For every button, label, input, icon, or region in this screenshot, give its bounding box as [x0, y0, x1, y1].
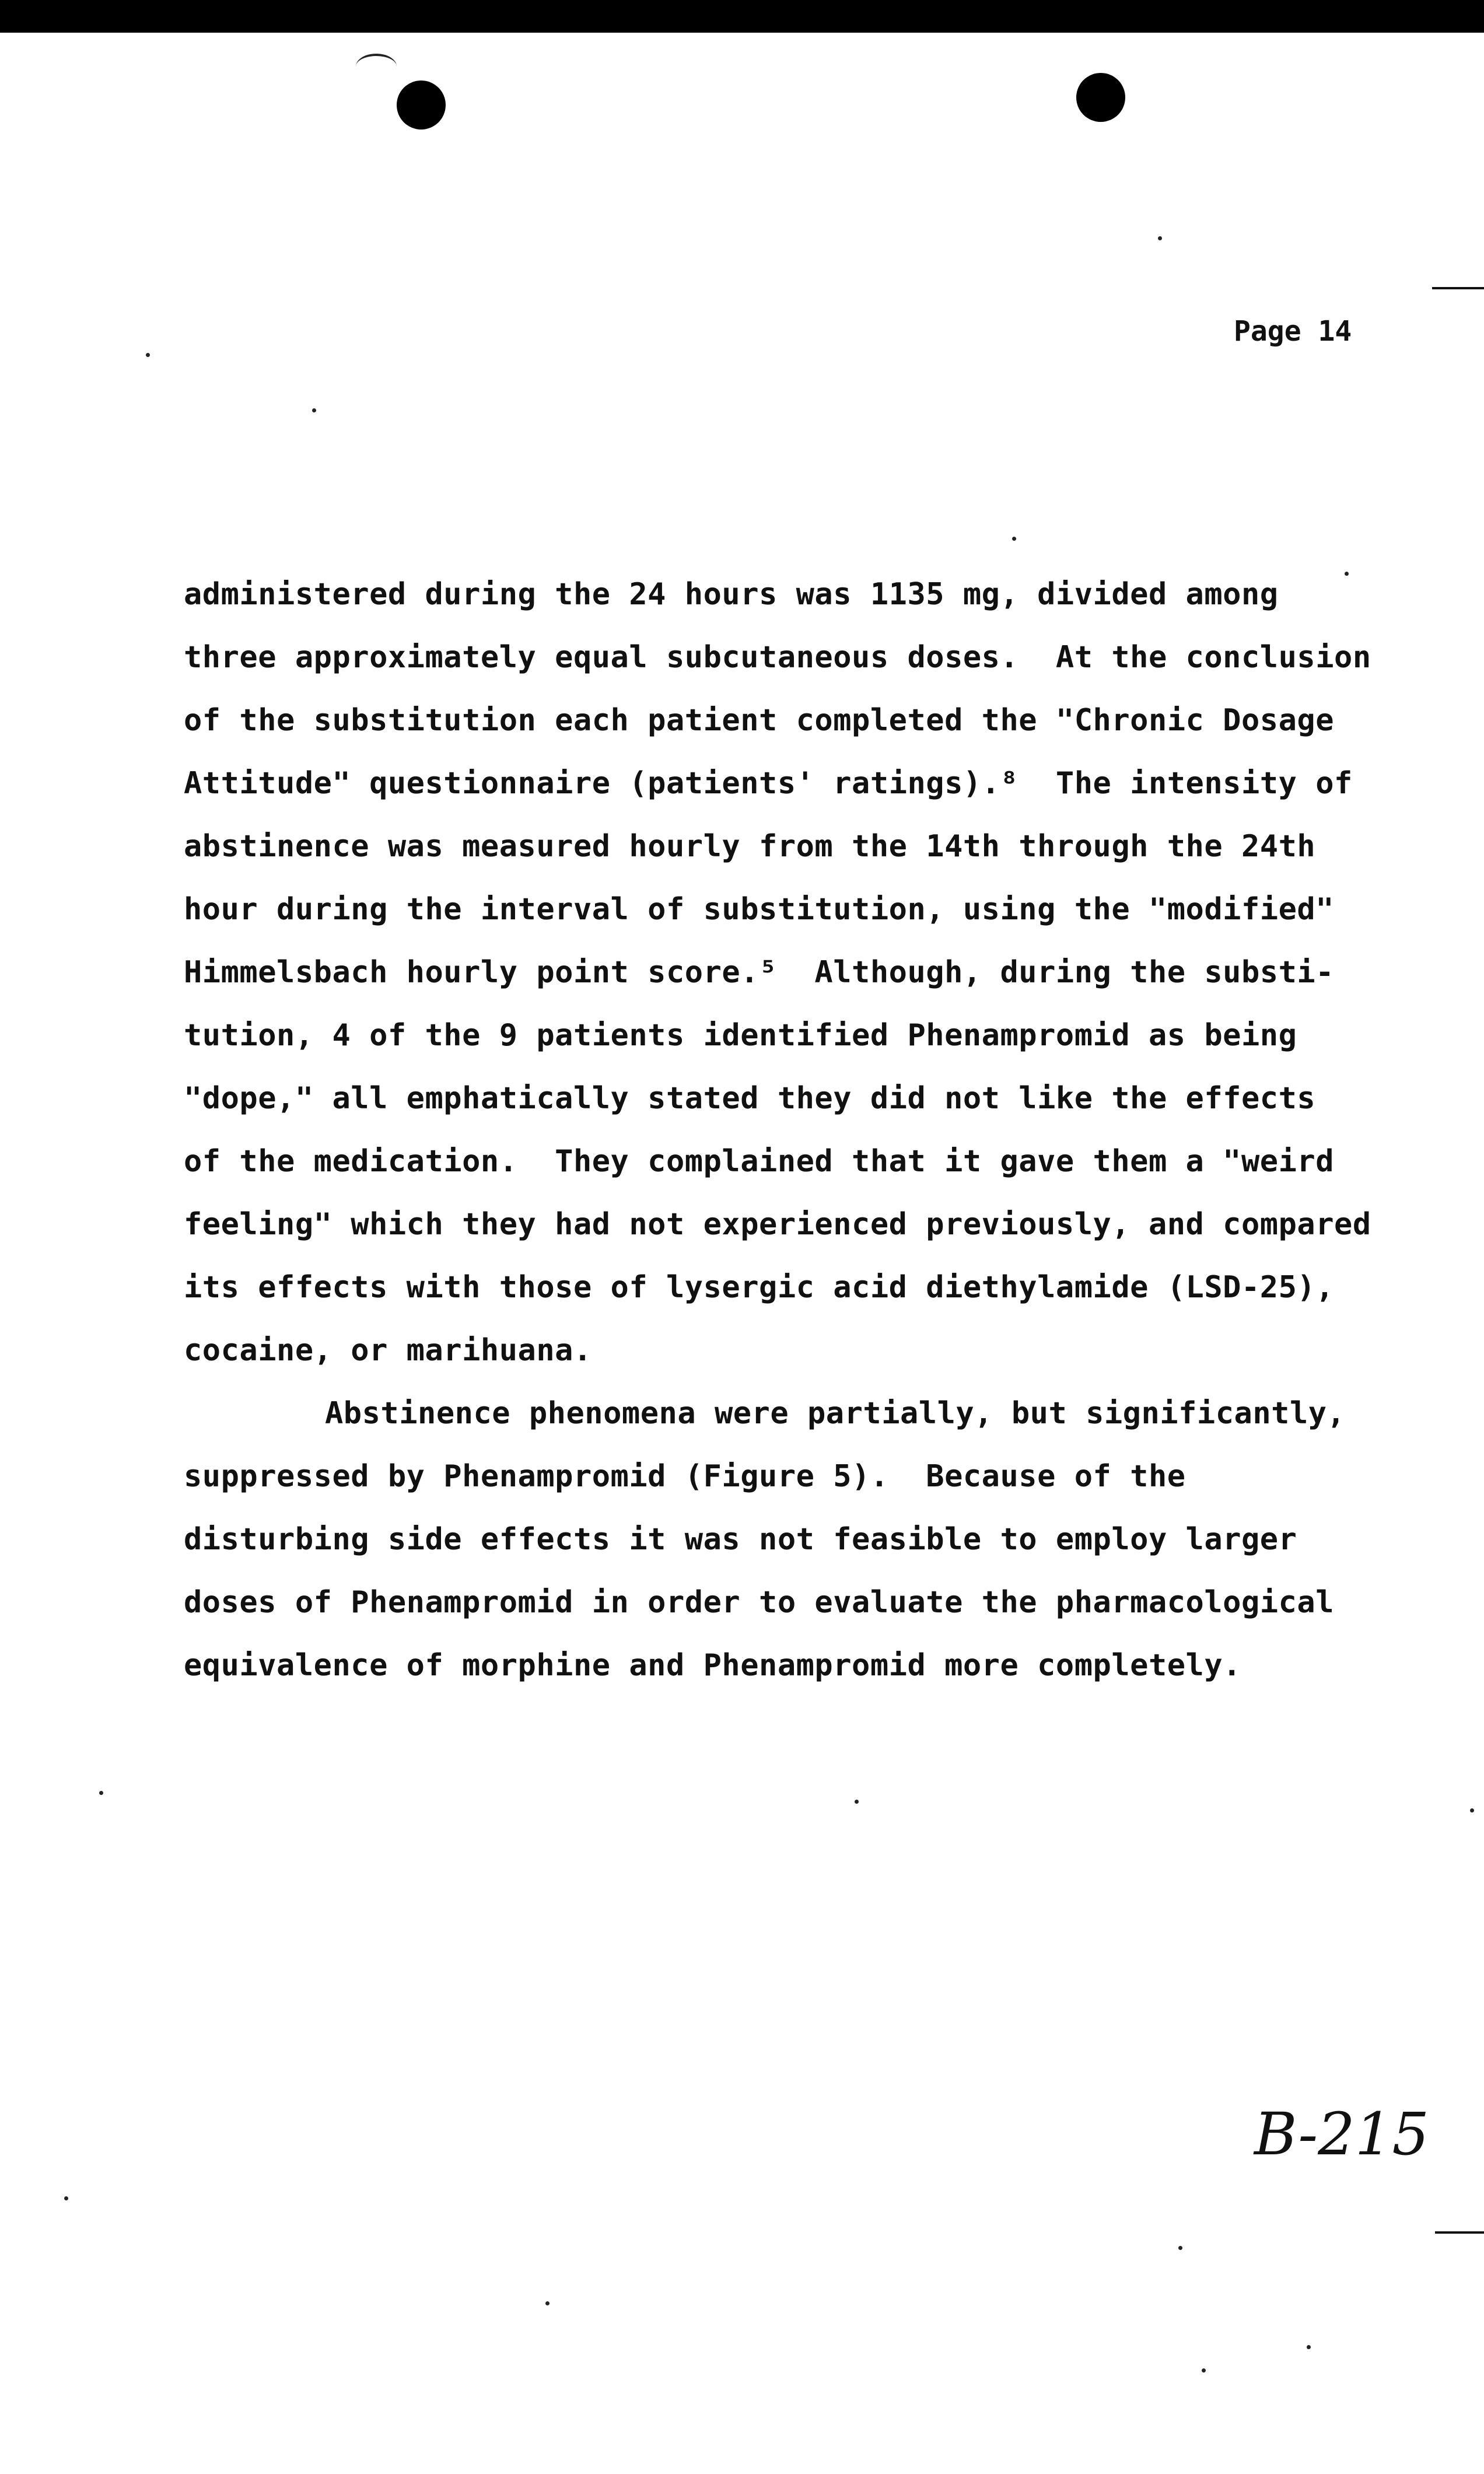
scan-speck [1012, 537, 1016, 541]
text-line: "dope," all emphatically stated they did not like the effects [184, 1081, 1316, 1116]
text-line: tution, 4 of the 9 patients identified Phenampromid as being [184, 1018, 1297, 1053]
scan-speck [1307, 2345, 1311, 2349]
handwritten-reference: B-215 [1254, 2100, 1429, 2168]
edge-mark [1435, 2231, 1484, 2234]
page-number: Page 14 [1234, 315, 1352, 348]
text-line: Himmelsbach hourly point score.⁵ Although, during the substi- [184, 955, 1335, 990]
text-line: feeling" which they had not experienced previously, and compared [184, 1207, 1371, 1242]
text-line: three approximately equal subcutaneous doses. At the conclusion [184, 640, 1371, 675]
scan-speck [1158, 236, 1162, 240]
body-text [184, 563, 1409, 1697]
text-line: of the medication. They complained that it gave them a "weird [184, 1144, 1335, 1179]
text-line: administered during the 24 hours was 1135 mg, divided among [184, 577, 1279, 612]
text-line: doses of Phenampromid in order to evaluate the pharmacological [184, 1585, 1335, 1620]
text-line: hour during the interval of substitution, using the "modified" [184, 892, 1335, 927]
scan-top-border [0, 0, 1484, 33]
scan-speck [855, 1800, 859, 1804]
scan-speck [1345, 572, 1349, 576]
text-line: of the substitution each patient completed the "Chronic Dosage [184, 703, 1335, 738]
scan-speck [1470, 1808, 1474, 1812]
scan-speck [1202, 2368, 1206, 2372]
text-line: suppressed by Phenampromid (Figure 5). Because of the [184, 1459, 1186, 1494]
text-line: its effects with those of lysergic acid diethylamide (LSD-25), [184, 1270, 1335, 1305]
scan-speck [99, 1791, 103, 1795]
scan-speck [312, 408, 316, 412]
text-line: cocaine, or marihuana. [184, 1333, 592, 1368]
punch-hole-right [1076, 73, 1125, 122]
text-line: abstinence was measured hourly from the 14th through the 24th [184, 829, 1316, 864]
punch-hole-left [397, 81, 446, 130]
text-line: Attitude" questionnaire (patients' ratings).⁸ The intensity of [184, 766, 1353, 801]
text-line: Abstinence phenomena were partially, but significantly, [325, 1396, 1346, 1431]
scan-speck [64, 2196, 68, 2200]
paragraph-1 [184, 563, 1409, 1382]
scan-artifact-arc [356, 54, 397, 79]
scan-speck [146, 353, 150, 357]
paragraph-2 [184, 1382, 1409, 1697]
scan-speck [1178, 2246, 1182, 2250]
scan-speck [545, 2301, 550, 2305]
text-line: disturbing side effects it was not feasible to employ larger [184, 1522, 1297, 1557]
text-line: equivalence of morphine and Phenampromid more completely. [184, 1648, 1241, 1683]
edge-mark [1432, 287, 1484, 289]
